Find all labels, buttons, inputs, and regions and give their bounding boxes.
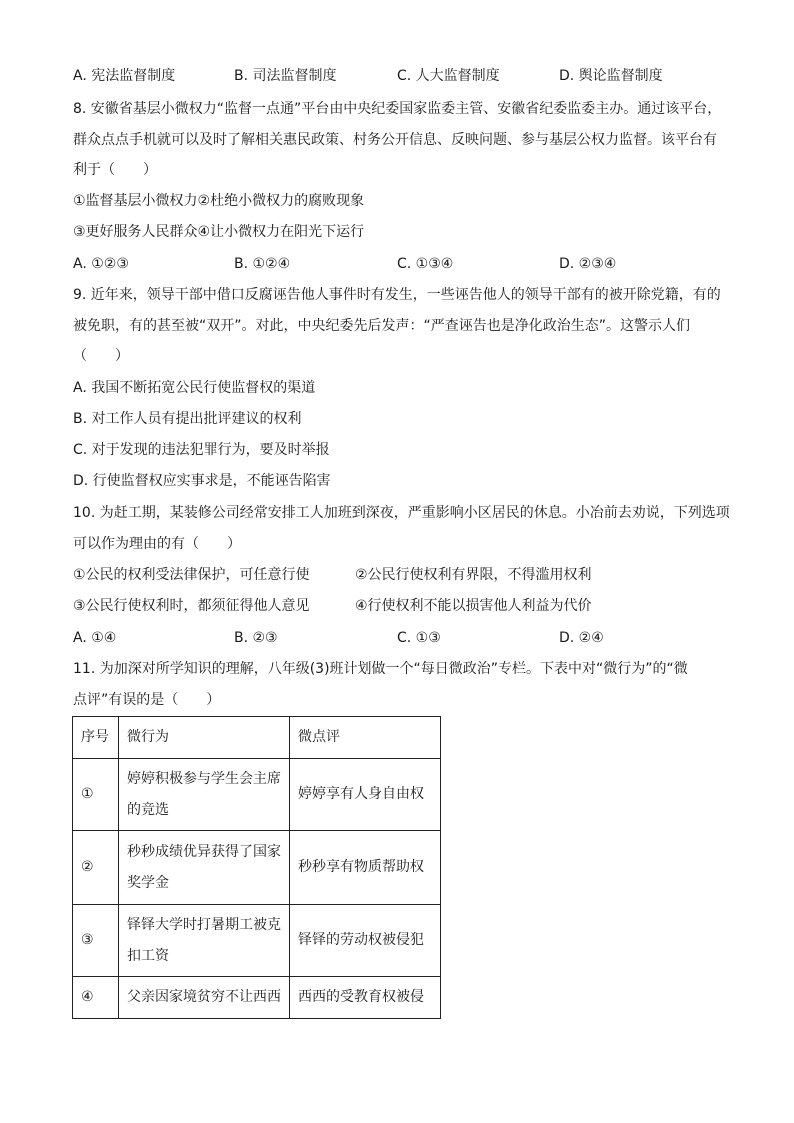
table-cell: ③	[73, 905, 119, 977]
q8-option-b[interactable]: B. ①②④	[234, 256, 291, 272]
q11-table	[72, 716, 441, 1019]
q7-option-b[interactable]: B. 司法监督制度	[234, 68, 337, 84]
q10-option-d[interactable]: D. ②④	[559, 630, 604, 646]
table-cell: ①	[73, 759, 119, 831]
q10-statement-3: ③公民行使权利时，都须征得他人意见	[73, 598, 310, 614]
q10-option-a[interactable]: A. ①④	[73, 630, 117, 646]
table-cell: ④	[73, 977, 119, 1019]
q8-option-a[interactable]: A. ①②③	[73, 256, 129, 272]
q11-stem-line-2: 点评”有误的是（ ）	[73, 692, 221, 708]
q9-stem-line-3: （ ）	[73, 348, 129, 364]
table-cell: 婷婷享有人身自由权	[290, 759, 441, 831]
table-row	[73, 831, 441, 905]
table-header-cell: 序号	[73, 717, 119, 759]
q9-option-d[interactable]: D. 行使监督权应实事求是，不能诬告陷害	[73, 473, 331, 489]
table-row	[73, 759, 441, 831]
table-cell: 秒秒享有物质帮助权	[290, 831, 441, 905]
q7-option-d[interactable]: D. 舆论监督制度	[559, 68, 663, 84]
q10-stem-line-1: 10. 为赶工期，某装修公司经常安排工人加班到深夜，严重影响小区居民的休息。小冶前去劝说，下列选项	[73, 505, 730, 521]
table-cell: 西西的受教育权被侵	[290, 977, 441, 1019]
table-header-row	[73, 717, 441, 759]
table-row	[73, 977, 441, 1019]
q8-option-d[interactable]: D. ②③④	[559, 256, 617, 272]
q10-statement-4: ④行使权利不能以损害他人利益为代价	[355, 598, 592, 614]
table-cell: 铎铎的劳动权被侵犯	[290, 905, 441, 977]
q11-stem-line-1: 11. 为加深对所学知识的理解，八年级(3)班计划做一个“每日微政治”专栏。下表中对“微行为”的“微	[73, 661, 688, 677]
q9-option-b[interactable]: B. 对工作人员有提出批评建议的权利	[73, 411, 302, 427]
q8-stem-line-1: 8. 安徽省基层小微权力“监督一点通”平台由中央纪委国家监委主管、安徽省纪委监委主办。通过该平台，	[73, 101, 722, 117]
q9-stem-line-1: 9. 近年来，领导干部中借口反腐诬告他人事件时有发生，一些诬告他人的领导干部有的被开除党籍，有的	[73, 287, 721, 303]
q9-option-c[interactable]: C. 对于发现的违法犯罪行为，要及时举报	[73, 442, 330, 458]
q10-stem-line-2: 可以作为理由的有（ ）	[73, 536, 241, 552]
q8-statements-line-2: ③更好服务人民群众④让小微权力在阳光下运行	[73, 224, 365, 240]
table-cell: 父亲因家境贫穷不让西西	[119, 977, 290, 1019]
table-header-cell: 微点评	[290, 717, 441, 759]
q9-option-a[interactable]: A. 我国不断拓宽公民行使监督权的渠道	[73, 380, 316, 396]
q8-option-c[interactable]: C. ①③④	[397, 256, 454, 272]
table-cell: 铎铎大学时打暑期工被克扣工资	[119, 905, 290, 977]
q10-option-c[interactable]: C. ①③	[397, 630, 441, 646]
q10-statement-2: ②公民行使权利有界限，不得滥用权利	[355, 567, 592, 583]
q8-statements-line-1: ①监督基层小微权力②杜绝小微权力的腐败现象	[73, 193, 365, 209]
q10-statement-1: ①公民的权利受法律保护，可任意行使	[73, 567, 310, 583]
q10-option-b[interactable]: B. ②③	[234, 630, 278, 646]
q8-stem-line-3: 利于（ ）	[73, 162, 157, 178]
table-cell: 婷婷积极参与学生会主席的竞选	[119, 759, 290, 831]
table-cell: 秒秒成绩优异获得了国家奖学金	[119, 831, 290, 905]
q7-option-a[interactable]: A. 宪法监督制度	[73, 68, 176, 84]
table-cell: ②	[73, 831, 119, 905]
q8-stem-line-2: 群众点点手机就可以及时了解相关惠民政策、村务公开信息、反映问题、参与基层公权力监督。该平台有	[73, 132, 717, 148]
q7-option-c[interactable]: C. 人大监督制度	[397, 68, 500, 84]
table-row	[73, 905, 441, 977]
q9-stem-line-2: 被免职，有的甚至被“双开”。对此，中央纪委先后发声：“严查诬告也是净化政治生态”。这警示人们	[73, 318, 691, 334]
table-header-cell: 微行为	[119, 717, 290, 759]
